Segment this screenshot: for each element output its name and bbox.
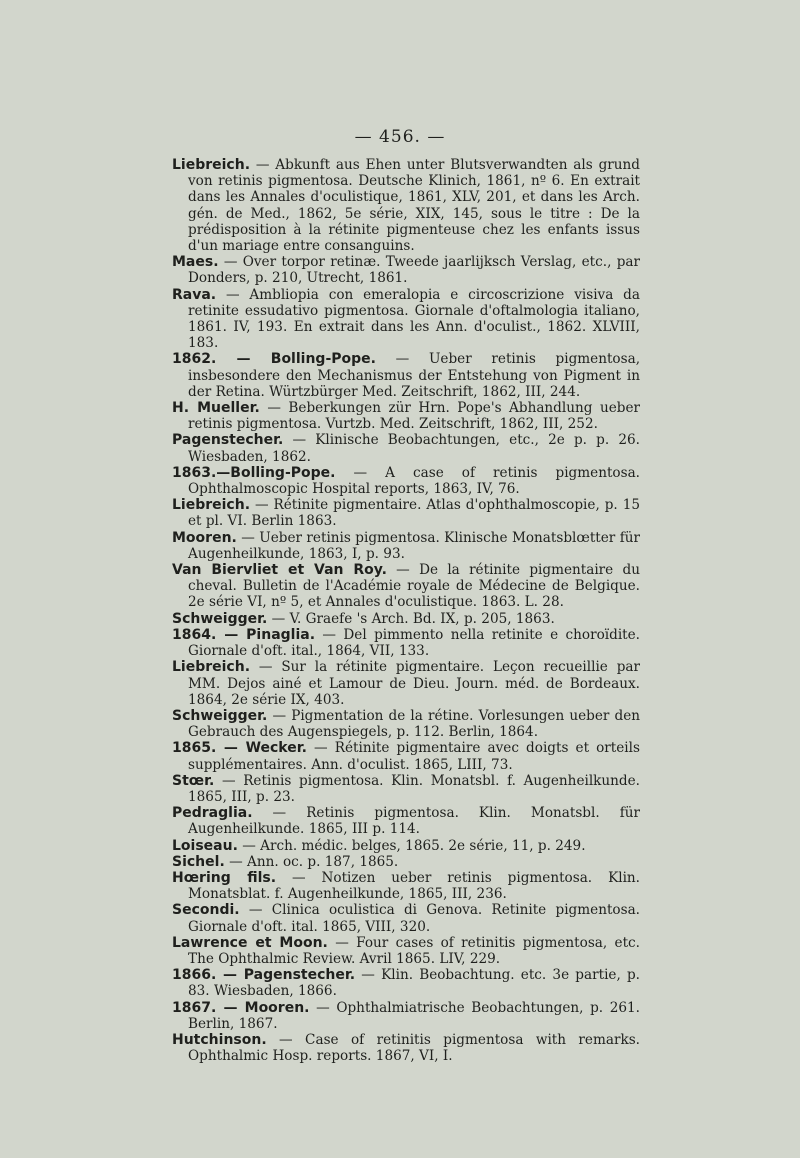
entry-author: Secondi.: [172, 902, 240, 919]
entry-author: H. Mueller.: [172, 400, 260, 417]
bibliography-entry: [172, 530, 640, 562]
entry-citation: — Pigmentation de la rétine. Vorlesungen ueber den Gebrauch des Augenspiegels, p. 112. Berlin, 1864.: [188, 707, 640, 741]
entry-citation: — Del pimmento nella retinite e choroïdite. Giornale d'oft. ital., 1864, VII, 133.: [188, 626, 640, 660]
entry-citation: — Retinis pigmentosa. Klin. Monatsbl. für Augenheilkunde. 1865, III p. 114.: [188, 805, 640, 838]
entry-citation: — Clinica oculistica di Genova. Retinite pigmentosa. Giornale d'oft. ital. 1865, VIII, 320.: [188, 902, 640, 935]
bibliography-entry: [172, 1000, 640, 1032]
entry-citation: — Ophthalmiatrische Beobachtungen, p. 261. Berlin, 1867.: [188, 999, 640, 1032]
entry-author: Liebreich.: [172, 497, 251, 514]
bibliography-entry: [172, 1032, 640, 1064]
entry-citation: — Four cases of retinitis pigmentosa, etc. The Ophthalmic Review. Avril 1865. LIV, 229.: [188, 934, 640, 967]
entry-author: 1863.—Bolling-Pope.: [172, 464, 336, 481]
entry-citation: — Klinische Beobachtungen, etc., 2e p. p. 26. Wiesbaden, 1862.: [188, 432, 640, 465]
entry-author: Rava.: [172, 286, 217, 303]
entry-citation: — A case of retinis pigmentosa. Ophthalmoscopic Hospital reports, 1863, IV, 76.: [188, 464, 640, 498]
entry-author: 1867. — Mooren.: [172, 999, 310, 1016]
bibliography-entry: [172, 157, 640, 254]
entry-citation: — V. Graefe 's Arch. Bd. IX, p. 205, 1863.: [267, 610, 555, 627]
entry-citation: — Rétinite pigmentaire. Atlas d'ophthalmoscopie, p. 15 et pl. VI. Berlin 1863.: [188, 497, 640, 530]
entry-citation: — De la rétinite pigmentaire du cheval. Bulletin de l'Académie royale de Médecine de Belgique. 2e série VI, nº 5, et Annales d'oculistique. 1863. L. 28.: [188, 562, 640, 611]
entry-citation: — Rétinite pigmentaire avec doigts et orteils supplémentaires. Ann. d'oculist. 1865, LIII, 73.: [188, 740, 640, 773]
bibliography-entry: [172, 805, 640, 837]
entry-author: 1864. — Pinaglia.: [172, 626, 316, 643]
bibliography-entry: [172, 400, 640, 432]
bibliography-entry: [172, 562, 640, 611]
bibliography-list: [172, 157, 640, 1064]
entry-author: Hœring fils.: [172, 869, 277, 886]
entry-citation: — Retinis pigmentosa. Klin. Monatsbl. f. Augenheilkunde. 1865, III, p. 23.: [188, 772, 640, 805]
entry-citation: — Sur la rétinite pigmentaire. Leçon recueillie par MM. Dejos ainé et Lamour de Dieu. Journ. méd. de Bordeaux. 1864, 2e série IX, 403.: [188, 659, 640, 708]
bibliography-entry: [172, 967, 640, 999]
bibliography-entry: [172, 870, 640, 902]
bibliography-entry: [172, 935, 640, 967]
entry-author: Schweigger.: [172, 610, 268, 627]
bibliography-entry: [172, 659, 640, 708]
entry-author: Schweigger.: [172, 707, 268, 724]
entry-citation: — Ueber retinis pigmentosa. Klinische Monatsblœtter für Augenheilkunde, 1863, I, p. 93.: [188, 529, 640, 562]
entry-citation: — Arch. médic. belges, 1865. 2e série, 11, p. 249.: [237, 837, 586, 854]
bibliography-entry: [172, 627, 640, 659]
entry-author: Liebreich.: [172, 659, 251, 676]
entry-author: Van Biervliet et Van Roy.: [172, 562, 387, 579]
entry-citation: — Case of retinitis pigmentosa with remarks. Ophthalmic Hosp. reports. 1867, VI, I.: [188, 1031, 640, 1065]
entry-citation: — Abkunft aus Ehen unter Blutsverwandten als grund von retinis pigmentosa. Deutsche Klinich, 1861, nº 6. En extrait dans les Annales d'oculistique, 1861, XLV, 201, et dans les Arch. gén. de Med., 1862, 5e série, XIX, 145, sous le titre : De la prédisposition à la rétinite pigmenteuse chez les enfants issus d'un mariage entre consanguins.: [188, 157, 640, 255]
entry-author: Pedraglia.: [172, 805, 253, 822]
entry-author: Maes.: [172, 254, 219, 271]
bibliography-entry: [172, 611, 640, 627]
entry-author: Lawrence et Moon.: [172, 934, 328, 951]
entry-citation: — Beberkungen zür Hrn. Pope's Abhandlung ueber retinis pigmentosa. Vurtzb. Med. Zeitschrift, 1862, III, 252.: [188, 400, 640, 433]
bibliography-entry: [172, 465, 640, 497]
bibliography-entry: [172, 838, 640, 854]
bibliography-entry: [172, 708, 640, 740]
entry-author: Hutchinson.: [172, 1031, 267, 1048]
entry-citation: — Ann. oc. p. 187, 1865.: [224, 853, 399, 870]
bibliography-entry: [172, 351, 640, 400]
entry-author: Pagenstecher.: [172, 432, 284, 449]
bibliography-entry: [172, 773, 640, 805]
entry-citation: — Over torpor retinæ. Tweede jaarlijksch Verslag, etc., par Donders, p. 210, Utrecht, 1861.: [188, 254, 640, 287]
entry-author: Stœr.: [172, 772, 215, 789]
entry-citation: — Ambliopia con emeralopia e circoscrizione visiva da retinite essudativo pigmentosa. Giornale d'oftalmologia italiano, 1861. IV, 193. En extrait dans les Ann. d'oculist., 1862. XLVIII, 183.: [188, 286, 640, 352]
entry-author: Mooren.: [172, 529, 237, 546]
entry-author: Loiseau.: [172, 837, 238, 854]
bibliography-entry: [172, 432, 640, 464]
entry-author: Liebreich.: [172, 157, 251, 173]
entry-author: 1862. — Bolling-Pope.: [172, 351, 376, 368]
entry-citation: — Klin. Beobachtung. etc. 3e partie, p. 83. Wiesbaden, 1866.: [188, 967, 641, 1000]
entry-author: 1865. — Wecker.: [172, 740, 307, 757]
bibliography-entry: [172, 854, 640, 870]
bibliography-entry: [172, 497, 640, 529]
entry-author: 1866. — Pagenstecher.: [172, 967, 356, 984]
entry-author: Sichel.: [172, 853, 225, 870]
bibliography-entry: [172, 254, 640, 286]
bibliography-entry: [172, 740, 640, 772]
bibliography-entry: [172, 902, 640, 934]
page-number: — 456. —: [354, 127, 446, 147]
entry-citation: — Notizen ueber retinis pigmentosa. Klin. Monatsblat. f. Augenheilkunde, 1865, III, 236.: [188, 869, 640, 903]
entry-citation: — Ueber retinis pigmentosa, insbesondere den Mechanismus der Entstehung von Pigment in der Retina. Würtzbürger Med. Zeitschrift, 1862, III, 244.: [188, 351, 641, 400]
bibliography-entry: [172, 287, 640, 352]
